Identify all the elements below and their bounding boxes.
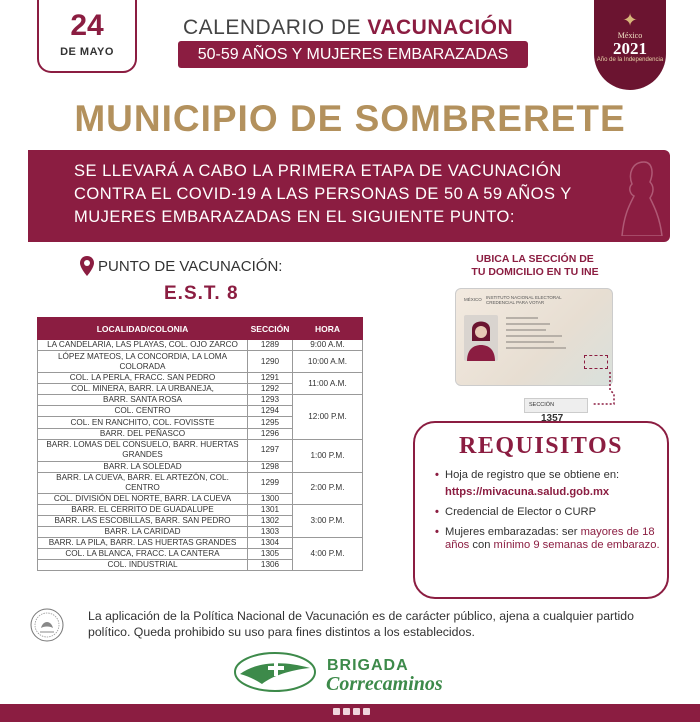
- vaccination-site-name: E.S.T. 8: [164, 283, 239, 304]
- vaccination-point-text: PUNTO DE VACUNACIÓN:: [98, 257, 283, 275]
- requirements-list: [435, 469, 660, 559]
- cell-localidad: BARR. LA CUEVA, BARR. EL ARTEZÓN, COL. CENTRO: [38, 472, 248, 493]
- cell-localidad: BARR. LA CARIDAD: [38, 527, 248, 538]
- ine-card-header-2: CREDENCIAL PARA VOTAR: [486, 300, 545, 305]
- ine-hint: [440, 253, 630, 279]
- cell-localidad: COL. CENTRO: [38, 406, 248, 417]
- dotted-connector: [590, 370, 618, 408]
- calendar-subtitle: 50-59 AÑOS Y MUJERES EMBARAZADAS: [178, 41, 528, 68]
- social-icons: [333, 708, 370, 715]
- cell-seccion: 1299: [248, 472, 293, 493]
- cell-hora: 4:00 P.M.: [293, 538, 363, 571]
- eagle-icon: ✦: [622, 10, 638, 30]
- requirement-text: Credencial de Elector o CURP: [445, 506, 597, 518]
- requirement-text: Hoja de registro que se obtiene en:: [445, 469, 620, 481]
- cell-localidad: BARR. DEL PEÑASCO: [38, 428, 248, 439]
- ine-card-country: MÉXICO: [464, 297, 482, 302]
- cell-localidad: BARR. LA SOLEDAD: [38, 461, 248, 472]
- requirement-item: [435, 506, 660, 519]
- cell-hora: 12:00 P.M.: [293, 395, 363, 439]
- cell-seccion: 1303: [248, 527, 293, 538]
- cell-seccion: 1298: [248, 461, 293, 472]
- table-row: [38, 351, 363, 373]
- cell-seccion: 1302: [248, 515, 293, 526]
- cell-localidad: COL. LA BLANCA, FRACC. LA CANTERA: [38, 549, 248, 560]
- banner-line-1: SE LLEVARÁ A CABO LA PRIMERA ETAPA DE VACUNACIÓN: [74, 162, 562, 180]
- table-row: [38, 373, 363, 384]
- banner-line-3: MUJERES EMBARAZADAS EN EL SIGUIENTE PUNTO:: [74, 208, 515, 226]
- seccion-sample: [524, 398, 588, 424]
- cell-seccion: 1305: [248, 549, 293, 560]
- cell-localidad: BARR. SANTA ROSA: [38, 395, 248, 406]
- ine-seccion-highlight: [584, 355, 608, 369]
- badge-country: México: [617, 31, 643, 40]
- cell-seccion: 1306: [248, 560, 293, 571]
- youtube-icon[interactable]: [363, 708, 370, 715]
- cell-hora: 9:00 A.M.: [293, 340, 363, 351]
- vaccination-point-label: [80, 256, 282, 276]
- facebook-icon[interactable]: [333, 708, 340, 715]
- table-row: [38, 538, 363, 549]
- banner-text: [74, 160, 624, 229]
- table-row: [38, 504, 363, 515]
- municipio-title: MUNICIPIO DE SOMBRERETE: [74, 98, 626, 139]
- requirements-box: [413, 421, 669, 599]
- badge-year: 2021: [613, 39, 647, 58]
- cell-localidad: BARR. LAS ESCOBILLAS, BARR. SAN PEDRO: [38, 515, 248, 526]
- woman-silhouette-icon: [614, 158, 664, 236]
- ine-card-header-1: INSTITUTO NACIONAL ELECTORAL: [486, 295, 562, 300]
- cell-hora: 2:00 P.M.: [293, 472, 363, 504]
- location-pin-icon: [80, 256, 94, 276]
- schedule-table: [37, 317, 363, 571]
- cell-seccion: 1291: [248, 373, 293, 384]
- cell-localidad: COL. INDUSTRIAL: [38, 560, 248, 571]
- header-seccion: SECCIÓN: [248, 318, 293, 340]
- ine-hint-line-1: UBICA LA SECCIÓN DE: [476, 253, 594, 265]
- national-seal-icon: [30, 608, 64, 642]
- requirement-text-con: con: [472, 539, 491, 551]
- requirement-item: [435, 469, 660, 499]
- requirement-highlight-age: mayores de 18 años: [445, 526, 655, 551]
- announcement-banner: [28, 150, 670, 242]
- cell-hora: 1:00 P.M.: [293, 439, 363, 472]
- table-row: [38, 340, 363, 351]
- banner-line-2: CONTRA EL COVID-19 A LAS PERSONAS DE 50 A 59 AÑOS Y: [74, 185, 572, 203]
- ine-card-text-lines: [506, 317, 586, 353]
- ine-hint-line-2: TU DOMICILIO EN TU INE: [471, 266, 599, 278]
- cell-seccion: 1292: [248, 384, 293, 395]
- cell-seccion: 1304: [248, 538, 293, 549]
- cell-localidad: BARR. LA PILA, BARR. LAS HUERTAS GRANDES: [38, 538, 248, 549]
- cell-hora: 11:00 A.M.: [293, 373, 363, 395]
- requirements-title: REQUISITOS: [459, 433, 623, 459]
- cell-localidad: BARR. EL CERRITO DE GUADALUPE: [38, 504, 248, 515]
- twitter-icon[interactable]: [343, 708, 350, 715]
- roadrunner-logo-icon: [232, 650, 318, 694]
- instagram-icon[interactable]: [353, 708, 360, 715]
- header-localidad: LOCALIDAD/COLONIA: [38, 318, 248, 340]
- requirement-item: [435, 526, 660, 552]
- requirement-highlight-weeks: mínimo 9 semanas de embarazo.: [493, 539, 660, 551]
- cell-hora: 10:00 A.M.: [293, 351, 363, 373]
- cell-seccion: 1297: [248, 439, 293, 461]
- badge-tagline: Año de la Independencia: [596, 57, 664, 63]
- cell-localidad: COL. EN RANCHITO, COL. FOVISSTE: [38, 417, 248, 428]
- seccion-value: 1357: [541, 413, 564, 424]
- cell-localidad: LA CANDELARIA, LAS PLAYAS, COL. OJO ZARCO: [38, 340, 248, 351]
- table-header-row: [38, 318, 363, 340]
- person-icon: [464, 315, 498, 361]
- table-row: [38, 439, 363, 461]
- cell-localidad: COL. MINERA, BARR. LA URBANEJA,: [38, 384, 248, 395]
- ine-card-header: [486, 295, 562, 305]
- seccion-label: SECCIÓN: [529, 402, 555, 408]
- brigada-label: BRIGADA: [327, 657, 409, 674]
- registration-link[interactable]: https://mivacuna.salud.gob.mx: [445, 486, 610, 498]
- cell-seccion: 1290: [248, 351, 293, 373]
- table-row: [38, 395, 363, 406]
- disclaimer-text: La aplicación de la Política Nacional de Vacunación es de carácter público, ajena a cualquier partido político. Queda prohibido su uso para fines distintos a los establecidos.: [88, 609, 634, 639]
- cell-seccion: 1289: [248, 340, 293, 351]
- calendar-title-prefix: CALENDARIO DE: [183, 16, 362, 39]
- header-hora: HORA: [293, 318, 363, 340]
- mexico-2021-badge: [594, 0, 666, 90]
- calendar-title-bold: VACUNACIÓN: [367, 16, 514, 39]
- cell-seccion: 1296: [248, 428, 293, 439]
- footer-bar: [0, 704, 700, 722]
- cell-hora: 3:00 P.M.: [293, 504, 363, 537]
- cell-localidad: COL. LA PERLA, FRACC. SAN PEDRO: [38, 373, 248, 384]
- requirement-text: Mujeres embarazadas: ser: [445, 526, 578, 538]
- cell-localidad: BARR. LOMAS DEL CONSUELO, BARR. HUERTAS GRANDES: [38, 439, 248, 461]
- date-day: 24: [70, 9, 104, 42]
- date-month: DE MAYO: [60, 46, 114, 58]
- table-row: [38, 472, 363, 493]
- cell-seccion: 1294: [248, 406, 293, 417]
- calendar-title: [183, 16, 513, 40]
- cell-seccion: 1293: [248, 395, 293, 406]
- date-badge: [37, 0, 137, 73]
- cell-localidad: LÓPEZ MATEOS, LA CONCORDIA, LA LOMA COLORADA: [38, 351, 248, 373]
- cell-seccion: 1300: [248, 493, 293, 504]
- cell-seccion: 1301: [248, 504, 293, 515]
- cell-seccion: 1295: [248, 417, 293, 428]
- cell-localidad: COL. DIVISIÓN DEL NORTE, BARR. LA CUEVA: [38, 493, 248, 504]
- ine-photo: [464, 315, 498, 361]
- correcaminos-label: Correcaminos: [326, 673, 443, 695]
